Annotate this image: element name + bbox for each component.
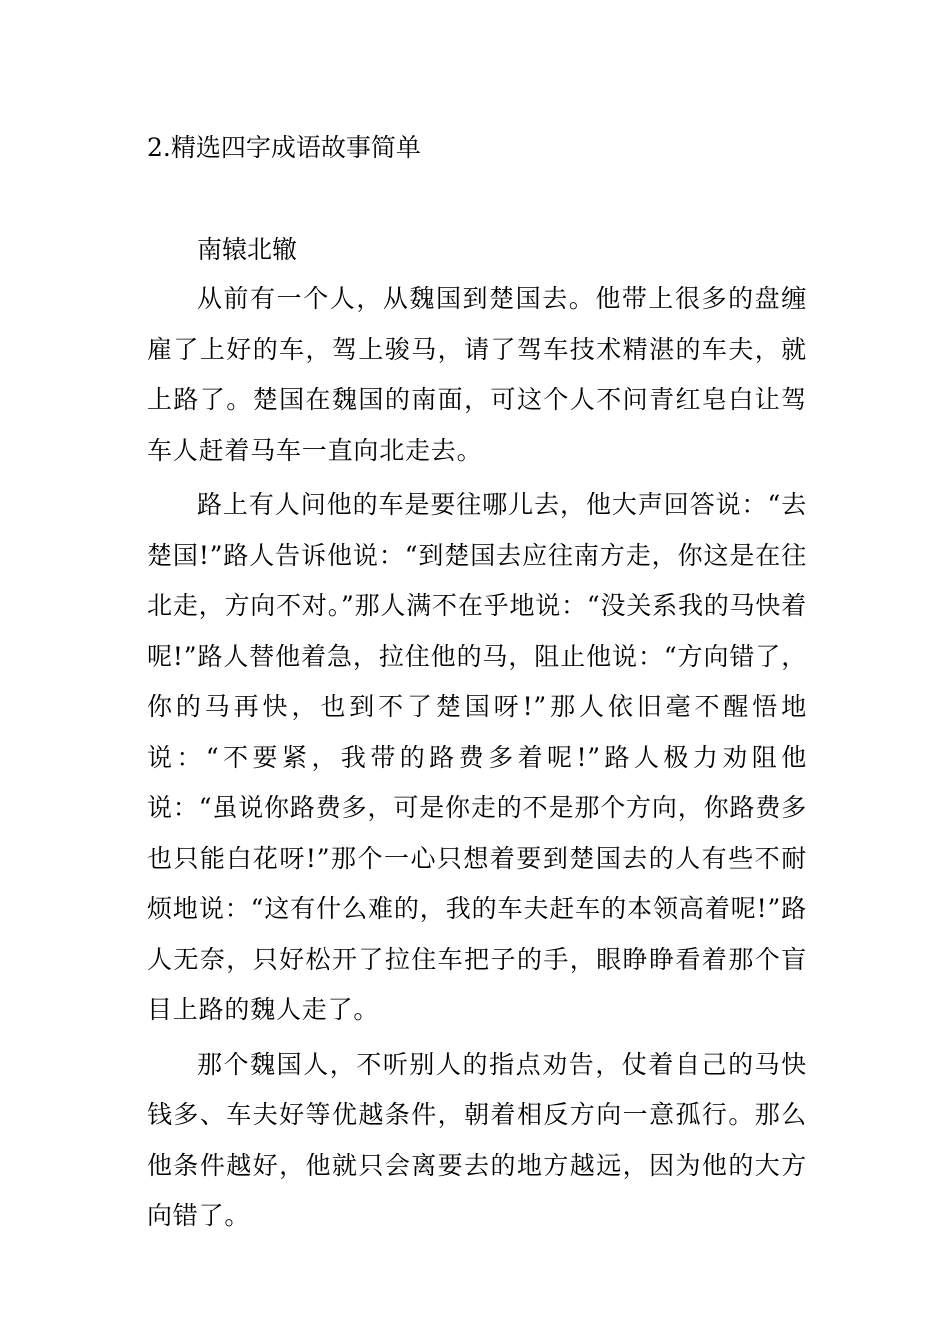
story-title: 南辕北辙 — [197, 235, 298, 264]
story-body — [147, 274, 807, 1246]
paragraph-1: 从前有一个人，从魏国到楚国去。他带上很多的盘缠雇了上好的车，驾上骏马，请了驾车技术精湛的车夫，就上路了。楚国在魏国的南面，可这个人不问青红皂白让驾车人赶着马车一直向北走去。 — [147, 284, 807, 465]
section-heading: 2.精选四字成语故事简单 — [147, 133, 421, 162]
paragraph-2: 路上有人问他的车是要往哪儿去，他大声回答说：“去楚国!”路人告诉他说：“到楚国去应往南方走，你这是在往北走，方向不对。”那人满不在乎地说：“没关系我的马快着呢!”路人替他着急，拉住他的马，阻止他说：“方向错了，你的马再快，也到不了楚国呀!”那人依旧毫不醒悟地说：“不要紧，我带的路费多着呢!”路人极力劝阻他说：“虽说你路费多，可是你走的不是那个方向，你路费多也只能白花呀!”那个一心只想着要到楚国去的人有些不耐烦地说：“这有什么难的，我的车夫赶车的本领高着呢!”路人无奈，只好松开了拉住车把子的手，眼睁睁看着那个盲目上路的魏人走了。 — [147, 490, 807, 1024]
paragraph-3: 那个魏国人，不听别人的指点劝告，仗着自己的马快钱多、车夫好等优越条件，朝着相反方向一意孤行。那么他条件越好，他就只会离要去的地方越远，因为他的大方向错了。 — [147, 1049, 807, 1230]
